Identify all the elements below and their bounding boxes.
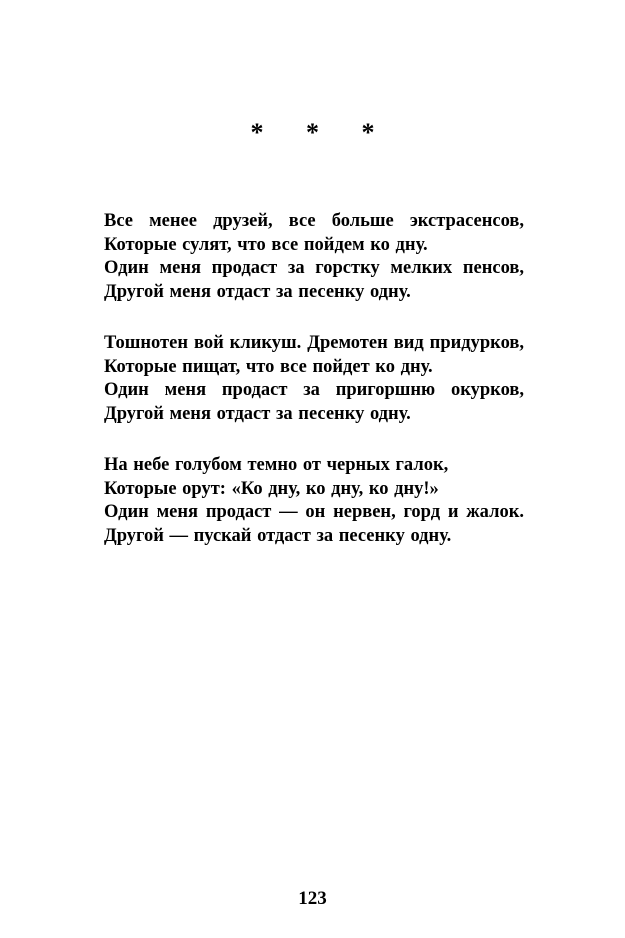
poem-line: На небе голубом темно от черных галок, bbox=[104, 455, 449, 475]
poem-line: Один меня продаст за пригоршню окурков, bbox=[104, 380, 524, 400]
poem-line: Один меня продаст — он нервен, горд и жалок. bbox=[104, 502, 524, 522]
poem-line: Все менее друзей, все больше экстрасенсов, bbox=[104, 211, 524, 231]
section-separator: * * * bbox=[250, 118, 393, 147]
poem-line: Другой — пускай отдаст за песенку одну. bbox=[104, 525, 452, 546]
poem-line: Другой меня отдаст за песенку одну. bbox=[104, 281, 411, 302]
poem bbox=[104, 210, 524, 576]
stanza-3 bbox=[104, 454, 524, 548]
poem-line: Один меня продаст за горстку мелких пенсов, bbox=[104, 258, 524, 278]
poem-line: Тошнотен вой кликуш. Дремотен вид придурков, bbox=[104, 333, 524, 353]
poem-line: Которые пищат, что все пойдет ко дну. bbox=[104, 356, 433, 377]
poem-line: Другой меня отдаст за песенку одну. bbox=[104, 403, 411, 424]
stanza-2 bbox=[104, 332, 524, 426]
stanza-1 bbox=[104, 210, 524, 304]
poem-line: Которые орут: «Ко дну, ко дну, ко дну!» bbox=[104, 478, 439, 499]
page-number: 123 bbox=[298, 888, 327, 909]
poem-line: Которые сулят, что все пойдем ко дну. bbox=[104, 234, 428, 255]
